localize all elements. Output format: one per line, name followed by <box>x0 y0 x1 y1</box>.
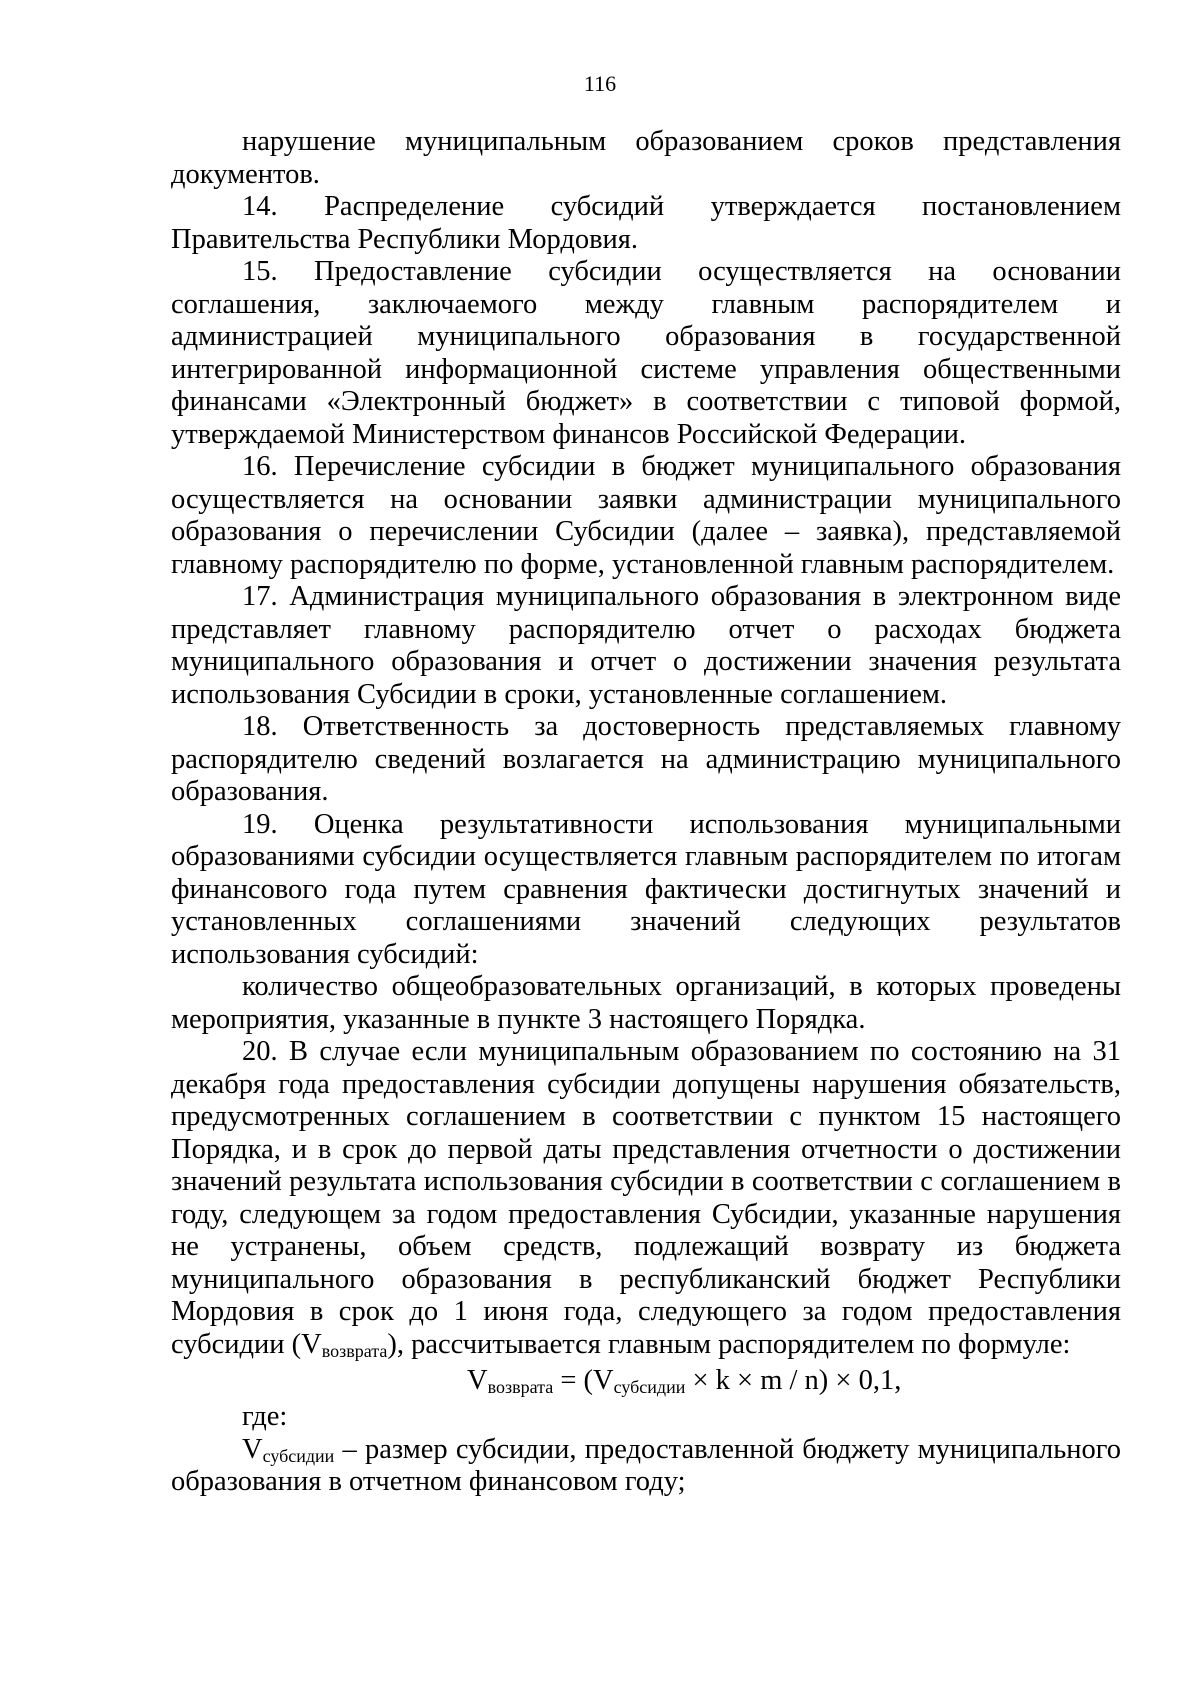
document-body <box>171 126 1121 1499</box>
definition-text: – размер субсидии, предоставленной бюджету муниципального образования в отчетном финансовом году; <box>171 1433 1121 1497</box>
paragraph-previous-continuation: нарушение муниципальным образованием сроков представления документов. <box>171 126 1121 190</box>
paragraph-18: 18. Ответственность за достоверность представляемых главному распорядителю сведений возлагается на администрацию муниципального образования. <box>171 711 1121 807</box>
paragraph-20-text-before: 20. В случае если муниципальным образованием по состоянию на 31 декабря года предоставления субсидии допущены нарушения обязательств, предусмотренных соглашением в соответствии с пунктом 15 настоящего Порядка, и в срок до первой даты представления отчетности о достижении значений результата использования субсидии в соответствии с соглашением в году, следующем за годом предоставления Субсидии, указанные нарушения не устранены, объем средств, подлежащий возврату из бюджета муниципального образования в республиканский бюджет Республики Мордовия в срок до 1 июня года, следующего за годом предоставления субсидии ( <box>171 1036 1121 1360</box>
paragraph-15: 15. Предоставление субсидии осуществляется на основании соглашения, заключаемого между главным распорядителем и администрацией муниципального образования в государственной интегрированной информационной системе управления общественными финансами «Электронный бюджет» в соответствии с типовой формой, утверждаемой Министерством финансов Российской Федерации. <box>171 256 1121 450</box>
formula-equals-open: = ( <box>553 1365 594 1396</box>
definition-symbol: V <box>242 1433 263 1465</box>
formula-rest: × k × m / n) × 0,1, <box>685 1365 902 1396</box>
paragraph-14: 14. Распределение субсидий утверждается постановлением Правительства Республики Мордовия. <box>171 191 1121 255</box>
where-label: где: <box>242 1401 288 1432</box>
paragraph-20-text-after: ), рассчитывается главным распорядителем по формуле: <box>387 1328 1071 1360</box>
return-formula <box>171 1361 1121 1401</box>
paragraph-16: 16. Перечисление субсидии в бюджет муниципального образования осуществляется на основании заявки администрации муниципального образования о перечислении Субсидии (далее – заявка), представляемой главному распорядителю по форме, установленной главным распорядителем. <box>171 451 1121 580</box>
formula-lhs-subscript: возврата <box>487 1377 554 1397</box>
definition-v-subsidy <box>171 1434 1121 1499</box>
definition-subscript: субсидии <box>262 1445 335 1466</box>
paragraph-20 <box>171 1036 1121 1361</box>
page-number: 116 <box>583 71 617 96</box>
paragraph-19-result: количество общеобразовательных организаций, в которых проведены мероприятия, указанные в пункте 3 настоящего Порядка. <box>171 971 1121 1035</box>
paragraph-19: 19. Оценка результативности использования муниципальными образованиями субсидии осуществляется главным распорядителем по итогам финансового года путем сравнения фактически достигнутых значений и установленных соглашениями значений следующих результатов использования субсидий: <box>171 808 1121 970</box>
v-return-symbol: V <box>301 1328 322 1360</box>
paragraph-17: 17. Администрация муниципального образования в электронном виде представляет главному распорядителю отчет о расходах бюджета муниципального образования и отчет о достижении значения результата использования Субсидии в сроки, установленные соглашением. <box>171 581 1121 710</box>
formula-subsidy-subscript: субсидии <box>613 1377 686 1397</box>
v-return-subscript: возврата <box>321 1340 388 1361</box>
formula-lhs-symbol: V <box>467 1365 488 1396</box>
formula-subsidy-symbol: V <box>593 1365 614 1396</box>
